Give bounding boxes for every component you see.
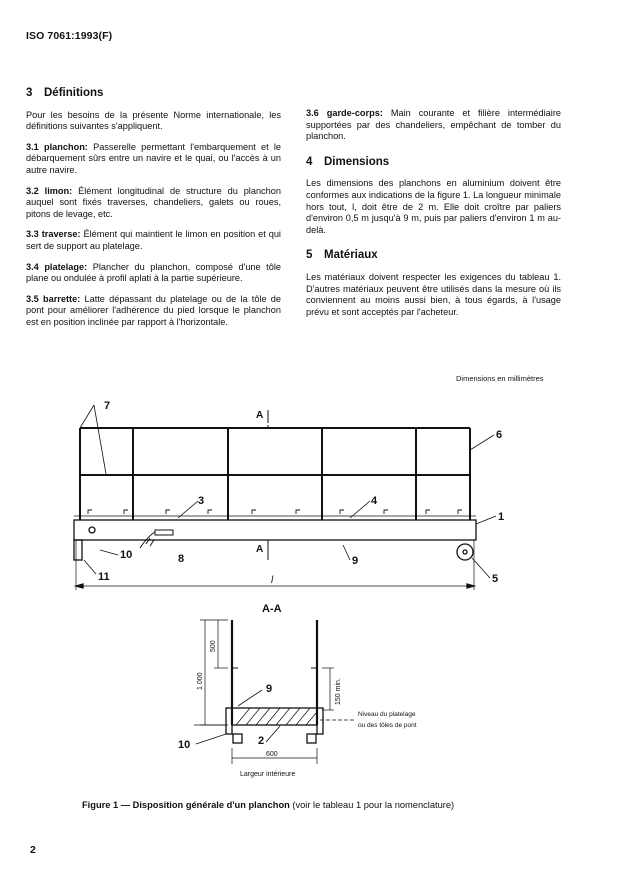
label-5: 5 [492,573,499,585]
page-number: 2 [30,844,36,856]
left-column [26,88,281,338]
dim-500: 500 [210,640,217,652]
dim-600: 600 [266,751,278,758]
section-label-10: 10 [178,739,191,751]
definition-3-1: 3.1 planchon: Passerelle permettant l'embarquement et le débarquement sûrs entre un navire et le quai, ou l'accès à un autre navire. [26,141,281,175]
deck-level-line2: ou des tôles de pont [358,722,417,729]
section-3-heading [26,88,281,100]
section-3-intro: Pour les besoins de la présente Norme internationale, les définitions suivantes s'appliquent. [26,109,281,132]
label-1: 1 [498,511,505,523]
right-column [306,84,561,327]
label-2: 2 [258,735,265,747]
dim-1000: 1 000 [197,672,204,690]
definition-3-5: 3.5 barrette: Latte dépassant du platelage ou de la tôle de pont pour améliorer l'adhérence du pied lorsque le planchon est en position inclinée par rapport à l'horizontale. [26,293,281,327]
deck-level-line1: Niveau du platelage [358,711,416,718]
label-11: 11 [98,571,110,583]
label-3: 3 [198,495,205,507]
section-3-number: 3 [26,87,33,99]
figure-caption: Figure 1 — Disposition générale d'un planchon (voir le tableau 1 pour la nomenclature) [82,800,455,810]
figure-1-drawing [0,390,620,810]
section-3-title: Définitions [44,87,104,99]
label-4: 4 [371,495,378,507]
label-10: 10 [120,549,133,561]
definition-3-4: 3.4 platelage: Plancher du planchon, composé d'une tôle plane ou ondulée à profil aplati à la partie supérieure. [26,261,281,284]
definition-3-3: 3.3 traverse: Élément qui maintient le limon en position et qui sert de support au platelage. [26,229,281,251]
definition-3-2: 3.2 limon: Élément longitudinal de structure du planchon auquel sont fixés traverses, chandeliers, galets ou roues, pitons de levage, etc. [26,185,281,219]
section-4-heading: 4 Dimensions [306,155,390,168]
section-title: A-A [262,603,282,615]
definition-3-6: 3.6 garde-corps: Main courante et filière intermédiaire supportées par des chandeliers, empêchant de tomber du planchon. [306,108,562,142]
dimensions-note: Dimensions en millimètres [456,374,544,383]
length-symbol: l [271,575,274,586]
inner-width-label: Largeur intérieure [240,771,296,778]
label-7: 7 [104,400,111,412]
section-label-9: 9 [266,683,273,695]
figure-1 [0,390,620,810]
section-4-text: Les dimensions des planchons en aluminium doivent être conformes aux indications de la figure 1. La longueur minimale hors tout, l, doit être de 2 m. Elle doit croître par paliers d'environ 0,5 m jusqu'à 9 m, puis par paliers d'environ 1 m au-delà. [306,178,561,235]
label-6: 6 [496,429,503,441]
section-mark-top: A [256,410,264,421]
document-header: ISO 7061:1993(F) [26,30,113,42]
label-8: 8 [178,553,185,565]
section-5-heading: 5 Matériaux [306,249,378,262]
section-5-text: Les matériaux doivent respecter les exigences du tableau 1. D'autres matériaux peuvent être utilisés dans la mesure où ils conviennent au moins aussi bien, à tous égards, à l'usage prévu et sont acceptés par l'acheteur. [306,271,561,317]
label-9: 9 [352,555,359,567]
dim-150-min: 150 min. [335,678,342,705]
section-mark-bottom: A [256,544,264,555]
